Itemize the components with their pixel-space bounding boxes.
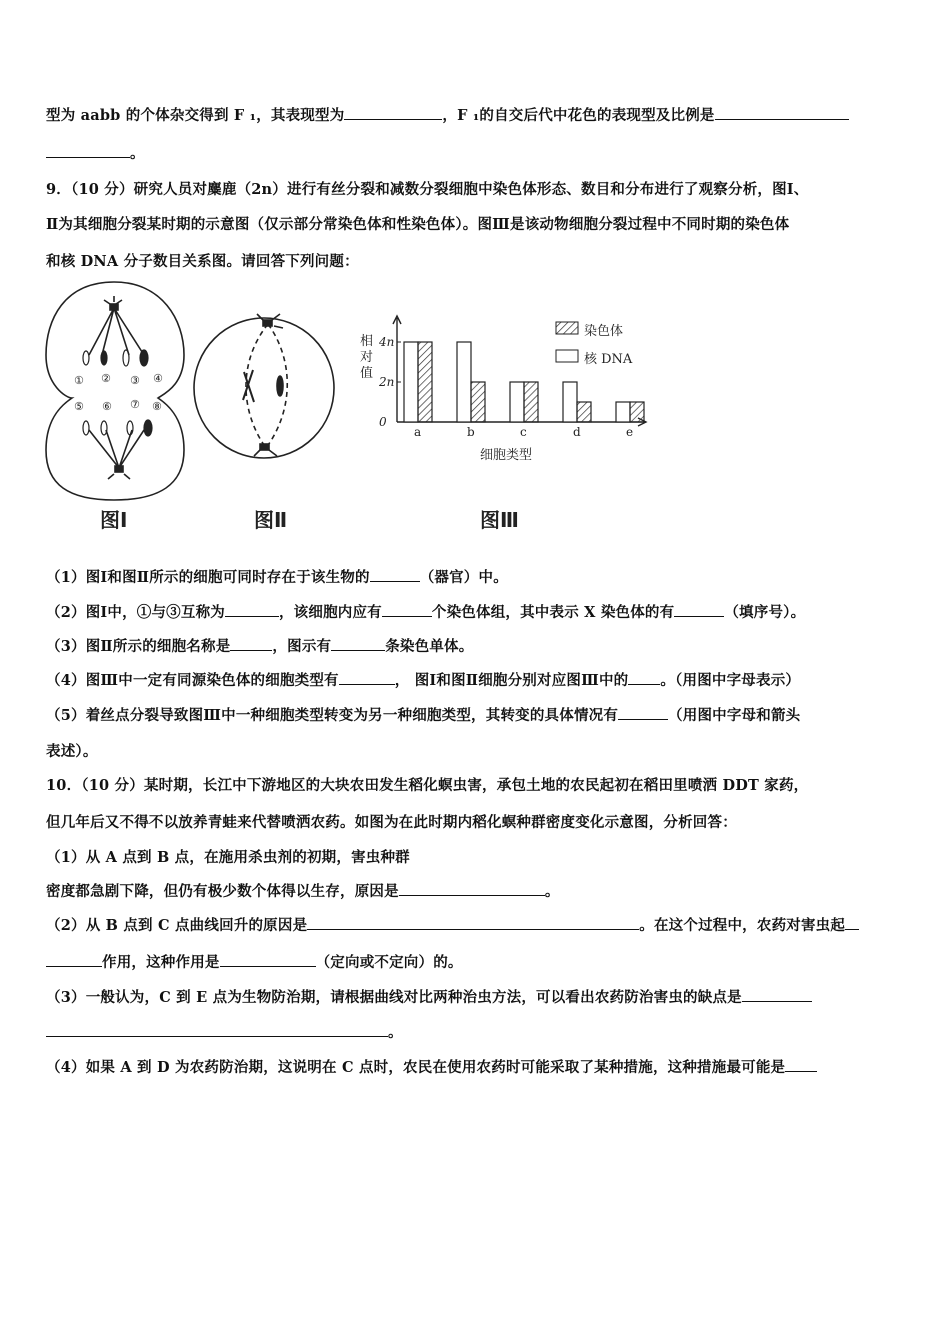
answer-blank[interactable]	[742, 987, 812, 1002]
bar-dna-e	[616, 402, 630, 422]
legend-label-chromosome: 染色体	[584, 324, 624, 339]
text: （用图中字母和箭头	[668, 707, 801, 724]
text: ，图示有	[272, 638, 332, 655]
chromosome-label: ⑦	[130, 398, 140, 411]
text: （4）如果 A 到 D 为农药防治期，这说明在 C 点时，农民在使用农药时可能采取了某种措施，这种措施最可能是	[46, 1059, 786, 1076]
bar-dna-d	[563, 382, 577, 422]
text: 。在这个过程中，农药对害虫起	[639, 917, 846, 934]
chromosome-label: ⑤	[74, 400, 84, 413]
figure-1-cell	[46, 282, 184, 500]
bar-dna-c	[510, 382, 524, 422]
answer-blank[interactable]	[344, 105, 442, 120]
text-line-2	[46, 142, 145, 163]
chromosome-label: ⑧	[152, 400, 162, 413]
bar-dna-b	[457, 342, 471, 422]
figure-drawings	[44, 280, 664, 540]
bar-dna-a	[404, 342, 418, 422]
text: ， 图Ⅰ和图Ⅱ细胞分别对应图Ⅲ中的	[394, 672, 629, 689]
legend-swatch-chromosome	[556, 322, 578, 334]
y-tick-label: 4n	[379, 335, 395, 349]
x-axis-label: 细胞类型	[480, 448, 533, 463]
chromosome-label: ⑥	[102, 400, 112, 413]
x-tick-label: c	[520, 425, 527, 439]
caption-figure-3: 图Ⅲ	[480, 508, 519, 532]
text: 。	[388, 1024, 403, 1041]
y-tick-label: 0	[379, 415, 387, 429]
x-tick-label: a	[414, 425, 422, 439]
answer-blank[interactable]	[46, 1022, 388, 1037]
bar-chromosome-a	[418, 342, 432, 422]
q10-sub-4	[46, 1056, 817, 1077]
bar-chromosome-c	[524, 382, 538, 422]
answer-blank[interactable]	[785, 1057, 817, 1072]
legend-swatch-dna	[556, 350, 578, 362]
q10-sub-3-cont	[46, 1021, 403, 1042]
q10-sub-2-cont	[46, 951, 463, 972]
answer-blank[interactable]	[307, 915, 639, 930]
text: 作用，这种作用是	[102, 954, 220, 971]
q10-sub-1: （1）从 A 点到 B 点，在施用杀虫剂的初期，害虫种群	[46, 849, 410, 866]
answer-blank[interactable]	[399, 881, 545, 896]
text-line-1	[46, 104, 849, 125]
text: ，该细胞内应有	[278, 604, 382, 621]
text: 条染色单体。	[385, 638, 474, 655]
q9-sub-1	[46, 566, 508, 587]
text: （2）图Ⅰ中，①与③互称为	[46, 604, 225, 621]
text: 型为 aabb 的个体杂交得到 F ₁，其表现型为	[46, 107, 345, 124]
bar-chromosome-d	[577, 402, 591, 422]
text: （3）一般认为，C 到 E 点为生物防治期，请根据曲线对比两种治虫方法，可以看出农药防治害虫的缺点是	[46, 989, 742, 1006]
question-9-line-1: 9．（10 分）研究人员对麋鹿（2n）进行有丝分裂和减数分裂细胞中染色体形态、数目和分布进行了观察分析，图Ⅰ、	[46, 181, 809, 198]
answer-blank[interactable]	[674, 602, 724, 617]
caption-figure-2: 图Ⅱ	[254, 508, 288, 532]
figure-1-labels	[74, 372, 163, 413]
text: 个染色体组，其中表示 X 染色体的有	[431, 604, 675, 621]
answer-blank[interactable]	[715, 105, 849, 120]
question-9-line-3: 和核 DNA 分子数目关系图。请回答下列问题：	[46, 253, 359, 270]
text: 。	[544, 883, 560, 900]
q10-sub-3	[46, 986, 812, 1007]
answer-blank[interactable]	[230, 636, 272, 651]
chromosome-label: ④	[153, 372, 163, 385]
q10-sub-1-cont	[46, 880, 560, 901]
q9-sub-3	[46, 635, 473, 656]
text: 。	[130, 145, 145, 162]
text: （1）图Ⅰ和图Ⅱ所示的细胞可同时存在于该生物的	[46, 569, 370, 586]
legend-label-dna: 核 DNA	[584, 352, 633, 367]
answer-blank[interactable]	[339, 670, 395, 685]
text: （2）从 B 点到 C 点曲线回升的原因是	[46, 917, 308, 934]
bar-chromosome-b	[471, 382, 485, 422]
y-tick-label: 2n	[379, 375, 395, 389]
text: （5）着丝点分裂导致图Ⅲ中一种细胞类型转变为另一种细胞类型，其转变的具体情况有	[46, 707, 619, 724]
text: ，F ₁的自交后代中花色的表现型及比例是	[442, 107, 715, 124]
text: （定向或不定向）的。	[315, 954, 463, 971]
answer-blank[interactable]	[628, 670, 660, 685]
figure-2-cell	[194, 314, 334, 458]
chromosome-label: ③	[130, 374, 140, 387]
answer-blank[interactable]	[618, 705, 668, 720]
q9-sub-4	[46, 669, 800, 690]
x-tick-label: b	[467, 425, 475, 439]
q9-sub-5-cont: 表述）。	[46, 743, 98, 760]
answer-blank[interactable]	[382, 602, 432, 617]
q9-sub-2	[46, 601, 805, 622]
figure-cell-division	[44, 280, 664, 540]
text: 密度都急剧下降，但仍有极少数个体得以生存，原因是	[46, 883, 399, 900]
q9-sub-5	[46, 704, 800, 725]
text: （器官）中。	[419, 569, 508, 586]
question-9-line-2: Ⅱ为其细胞分裂某时期的示意图（仅示部分常染色体和性染色体）。图Ⅲ是该动物细胞分裂过程中不同时期的染色体	[46, 216, 790, 233]
x-tick-label: e	[626, 425, 634, 439]
answer-blank[interactable]	[220, 952, 316, 967]
q10-sub-2	[46, 914, 859, 935]
y-axis-label: 相对值	[360, 334, 374, 381]
answer-blank[interactable]	[845, 915, 859, 930]
x-tick-label: d	[573, 425, 581, 439]
answer-blank[interactable]	[331, 636, 385, 651]
answer-blank[interactable]	[46, 143, 130, 158]
answer-blank[interactable]	[46, 952, 102, 967]
bar-chromosome-e	[630, 402, 644, 422]
chromosome-label: ②	[101, 372, 111, 385]
text: （4）图Ⅲ中一定有同源染色体的细胞类型有	[46, 672, 339, 689]
question-10-line-1: 10．（10 分）某时期，长江中下游地区的大块农田发生稻化螟虫害，承包土地的农民起初在稻田里喷洒 DDT 家药，	[46, 777, 809, 794]
text: 。（用图中字母表示）	[660, 672, 801, 689]
question-10-line-2: 但几年后又不得不以放养青蛙来代替喷洒农药。如图为在此时期内稻化螟种群密度变化示意图，分析回答：	[46, 814, 737, 831]
caption-figure-1: 图Ⅰ	[100, 508, 128, 532]
figure-1-chromosomes	[83, 350, 152, 436]
answer-blank[interactable]	[225, 602, 279, 617]
text: （填序号）。	[724, 604, 806, 621]
answer-blank[interactable]	[370, 567, 420, 582]
chromosome-label: ①	[74, 374, 84, 387]
text: （3）图Ⅱ所示的细胞名称是	[46, 638, 231, 655]
